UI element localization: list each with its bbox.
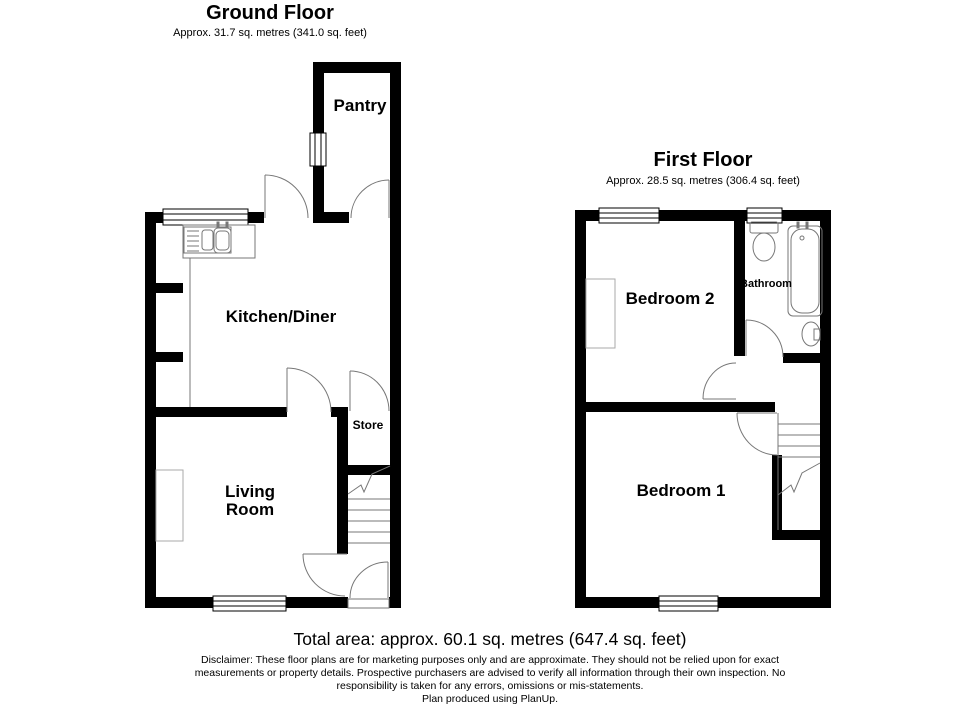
room-label-living: Living Room [224,482,276,519]
room-label-kitchen: Kitchen/Diner [225,307,337,326]
disclaimer-line-1: Disclaimer: These floor plans are for marketing purposes only and are approximate. They should not be relied upon for exact [200,654,780,666]
room-label-store: Store [352,418,384,432]
disclaimer-line-2: measurements or property details. Prospective purchasers are advised to verify all information through their own inspection. No [194,667,786,679]
toilet-icon [750,222,778,261]
plan-credit-text: Plan produced using PlanUp. [421,693,559,705]
bedroom2-alcove [586,279,615,348]
first-floor-walls [575,210,831,608]
bathtub-icon [788,222,822,316]
ground-floor-subtitle: Approx. 31.7 sq. metres (341.0 sq. feet) [173,27,367,39]
room-label-pantry: Pantry [333,96,387,115]
total-area-text: Total area: approx. 60.1 sq. metres (647.4 sq. feet) [293,629,687,649]
room-label-bedroom1: Bedroom 1 [636,481,726,500]
room-label-bathroom: Bathroom [740,278,792,290]
disclaimer-line-3: responsibility is taken for any errors, omissions or mis-statements. [336,680,644,692]
room-label-bedroom2: Bedroom 2 [625,289,715,308]
first-floor-title: First Floor [653,149,753,171]
living-room-alcove [156,470,183,541]
ground-floor-stairs [348,466,390,543]
ground-floor-title: Ground Floor [206,2,334,24]
first-floor-stairs [778,413,820,530]
basin-icon [802,322,820,346]
first-floor-subtitle: Approx. 28.5 sq. metres (306.4 sq. feet) [606,175,800,187]
ground-floor-windows [163,133,326,611]
